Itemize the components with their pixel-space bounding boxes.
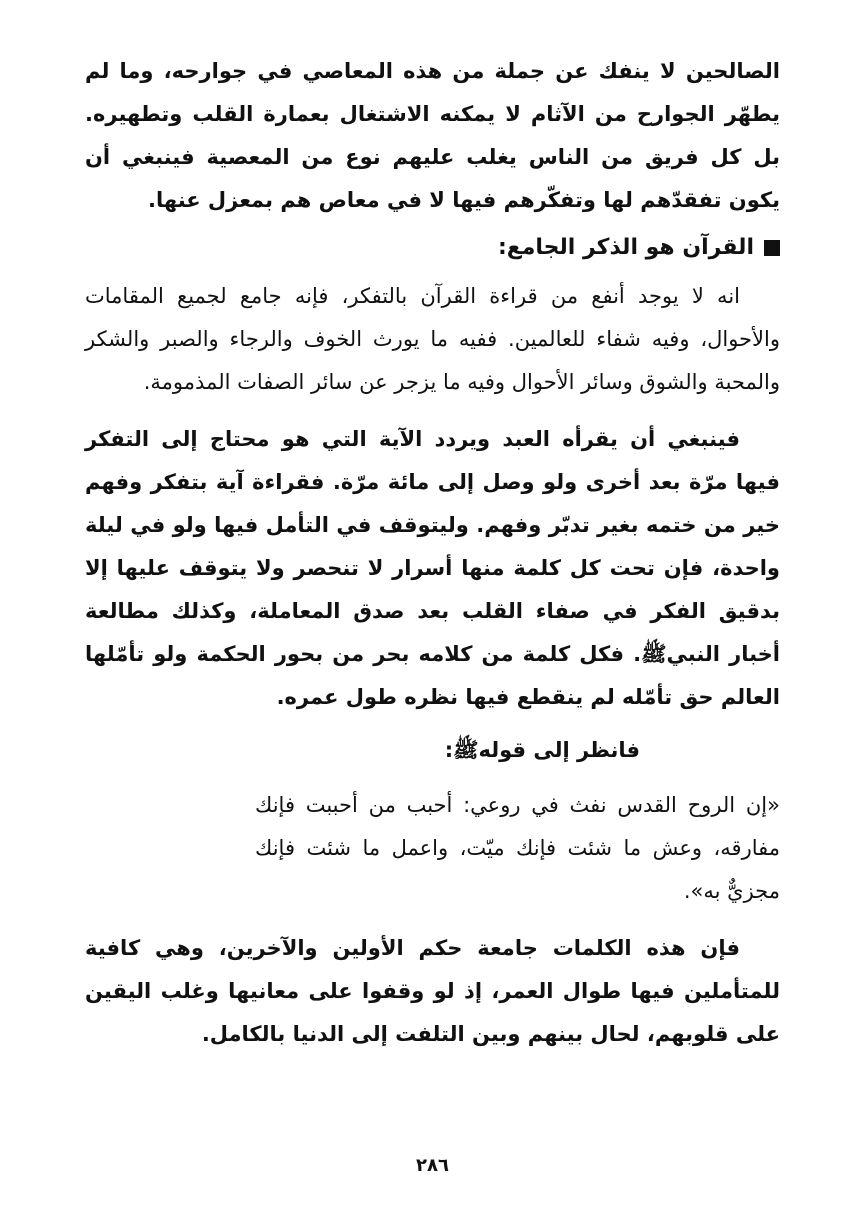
- hadith-intro: فانظر إلى قولهﷺ:: [444, 738, 640, 762]
- section-heading: [85, 226, 780, 269]
- page-number: ٢٨٦: [416, 1155, 449, 1176]
- hadith-quote: «إن الروح القدس نفث في روعي: أحبب من أحببت فإنك مفارقه، وعش ما شئت فإنك ميّت، واعمل ما شئت فإنك مجزيٌّ به».: [255, 793, 780, 903]
- paragraph-opening: الصالحين لا ينفك عن جملة من هذه المعاصي في جوارحه، وما لم يطهّر الجوارح من الآثام لا يمكنه الاشتغال بعمارة القلب وتطهيره. بل كل فريق من الناس يغلب عليهم نوع من المعصية فينبغي أن يكون تفقدّهم لها وتفكّرهم فيها لا في معاص هم بمعزل عنها.: [85, 59, 780, 212]
- paragraph-quran: انه لا يوجد أنفع من قراءة القرآن بالتفكر، فإنه جامع لجميع المقامات والأحوال، وفيه شفاء للعالمين. ففيه ما يورث الخوف والرجاء والصبر والشكر والمحبة والشوق وسائر الأحوال وفيه ما يزجر عن سائر الصفات المذمومة.: [85, 284, 780, 394]
- paragraph-closing: فإن هذه الكلمات جامعة حكم الأولين والآخرين، وهي كافية للمتأملين فيها طوال العمر، إذ لو وقفوا على معانيها وغلب اليقين على قلوبهم، لحال بينهم وبين التلفت إلى الدنيا بالكامل.: [85, 936, 780, 1046]
- section-heading-text: القرآن هو الذكر الجامع:: [497, 235, 754, 260]
- paragraph-reflection: فينبغي أن يقرأه العبد ويردد الآية التي هو محتاج إلى التفكر فيها مرّة بعد أخرى ولو وصل إلى مائة مرّة. فقراءة آية بتفكر وفهم خير من ختمه بغير تدبّر وفهم. وليتوقف في التأمل فيها ولو في ليلة واحدة، فإن تحت كل كلمة منها أسرار لا تنحصر ولا يتوقف عليها إلا بدقيق الفكر في صفاء القلب بعد صدق المعاملة، وكذلك مطالعة أخبار النبيﷺ. فكل كلمة من كلامه بحر من بحور الحكمة ولو تأمّلها العالم حق تأمّله لم ينقطع فيها نظره طول عمره.: [85, 427, 780, 709]
- square-bullet-icon: [764, 240, 780, 256]
- page-body: [85, 50, 780, 1056]
